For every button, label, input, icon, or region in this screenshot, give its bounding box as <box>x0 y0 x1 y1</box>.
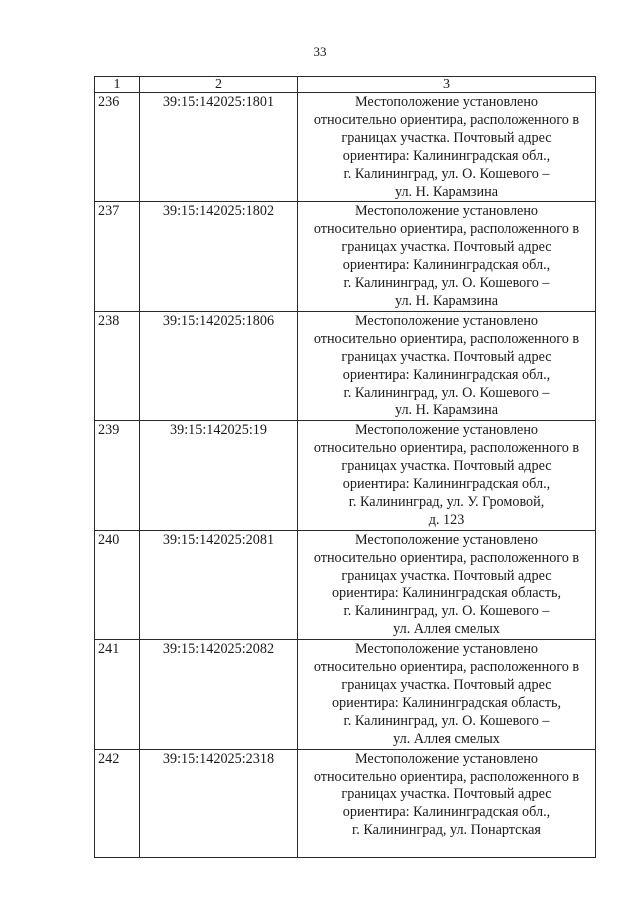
description-line: г. Калининград, ул. У. Громовой, <box>348 493 545 510</box>
location-description <box>298 530 596 639</box>
description-line: ориентира: Калининградская область, <box>331 694 562 711</box>
description-line: Местоположение установлено <box>354 531 539 548</box>
table-row <box>95 421 596 530</box>
row-number: 242 <box>95 749 140 857</box>
header-row <box>95 77 596 93</box>
cadastral-number: 39:15:142025:19 <box>140 421 298 530</box>
description-line: относительно ориентира, расположенного в <box>313 111 580 128</box>
description-line: ул. Аллея смелых <box>393 730 500 747</box>
location-description <box>298 421 596 530</box>
table-row <box>95 749 596 857</box>
description-line: ул. Н. Карамзина <box>394 402 498 419</box>
cadastral-number: 39:15:142025:2081 <box>140 530 298 639</box>
table-row <box>95 202 596 311</box>
description-line: д. 123 <box>428 511 465 528</box>
description-line: г. Калининград, ул. О. Кошевого – <box>343 384 550 401</box>
table-header <box>95 77 596 93</box>
description-line: ориентира: Калининградская обл., <box>342 257 551 274</box>
description-line: ориентира: Калининградская область, <box>331 585 562 602</box>
description-line: относительно ориентира, расположенного в <box>313 330 580 347</box>
table-row <box>95 93 596 202</box>
description-line: Местоположение установлено <box>354 750 539 767</box>
description-line: Местоположение установлено <box>354 641 539 658</box>
table-row <box>95 530 596 639</box>
description-line: границах участка. Почтовый адрес <box>341 786 552 803</box>
description-line: Местоположение установлено <box>354 94 539 110</box>
location-description <box>298 640 596 749</box>
row-number: 237 <box>95 202 140 311</box>
description-line: ул. Н. Карамзина <box>394 292 498 309</box>
description-line: ориентира: Калининградская обл., <box>342 476 551 493</box>
row-number: 236 <box>95 93 140 202</box>
cadastral-number: 39:15:142025:2082 <box>140 640 298 749</box>
description-line: относительно ориентира, расположенного в <box>313 221 580 238</box>
cadastral-number: 39:15:142025:1802 <box>140 202 298 311</box>
description-line: Местоположение установлено <box>354 312 539 329</box>
location-description <box>298 311 596 420</box>
description-line: относительно ориентира, расположенного в <box>313 768 580 785</box>
column-header-1: 1 <box>95 77 140 93</box>
description-line: границах участка. Почтовый адрес <box>341 458 552 475</box>
row-number: 239 <box>95 421 140 530</box>
description-line: границах участка. Почтовый адрес <box>341 567 552 584</box>
description-line: ул. Н. Карамзина <box>394 183 498 200</box>
row-number: 238 <box>95 311 140 420</box>
location-description <box>298 749 596 857</box>
description-line: г. Калининград, ул. О. Кошевого – <box>343 603 550 620</box>
cadastral-number: 39:15:142025:2318 <box>140 749 298 857</box>
description-line: Местоположение установлено <box>354 203 539 220</box>
description-line: Местоположение установлено <box>354 422 539 439</box>
description-line: границах участка. Почтовый адрес <box>341 348 552 365</box>
table-row <box>95 640 596 749</box>
description-line: ул. Аллея смелых <box>393 621 500 638</box>
description-line: г. Калининград, ул. О. Кошевого – <box>343 275 550 292</box>
description-line: г. Калининград, ул. Понартская <box>352 822 541 839</box>
cadastral-number: 39:15:142025:1806 <box>140 311 298 420</box>
description-line: относительно ориентира, расположенного в <box>313 659 580 676</box>
table-body <box>95 93 596 858</box>
description-line: границах участка. Почтовый адрес <box>341 129 552 146</box>
table-row <box>95 311 596 420</box>
description-line: г. Калининград, ул. О. Кошевого – <box>343 712 550 729</box>
column-header-2: 2 <box>140 77 298 93</box>
description-line: границах участка. Почтовый адрес <box>341 677 552 693</box>
description-line: ориентира: Калининградская обл., <box>342 366 551 383</box>
location-description <box>298 202 596 311</box>
row-number: 241 <box>95 640 140 749</box>
description-line: границах участка. Почтовый адрес <box>341 239 552 256</box>
cadastral-number: 39:15:142025:1801 <box>140 93 298 202</box>
page-number: 33 <box>313 44 327 59</box>
land-plot-table <box>94 76 596 858</box>
description-line: относительно ориентира, расположенного в <box>313 440 580 457</box>
description-line: относительно ориентира, расположенного в <box>313 549 580 566</box>
column-header-3: 3 <box>298 77 596 93</box>
description-line: ориентира: Калининградская обл., <box>342 804 551 821</box>
location-description <box>298 93 596 202</box>
row-number: 240 <box>95 530 140 639</box>
description-line: ориентира: Калининградская обл., <box>342 147 551 164</box>
description-line: г. Калининград, ул. О. Кошевого – <box>343 165 550 182</box>
